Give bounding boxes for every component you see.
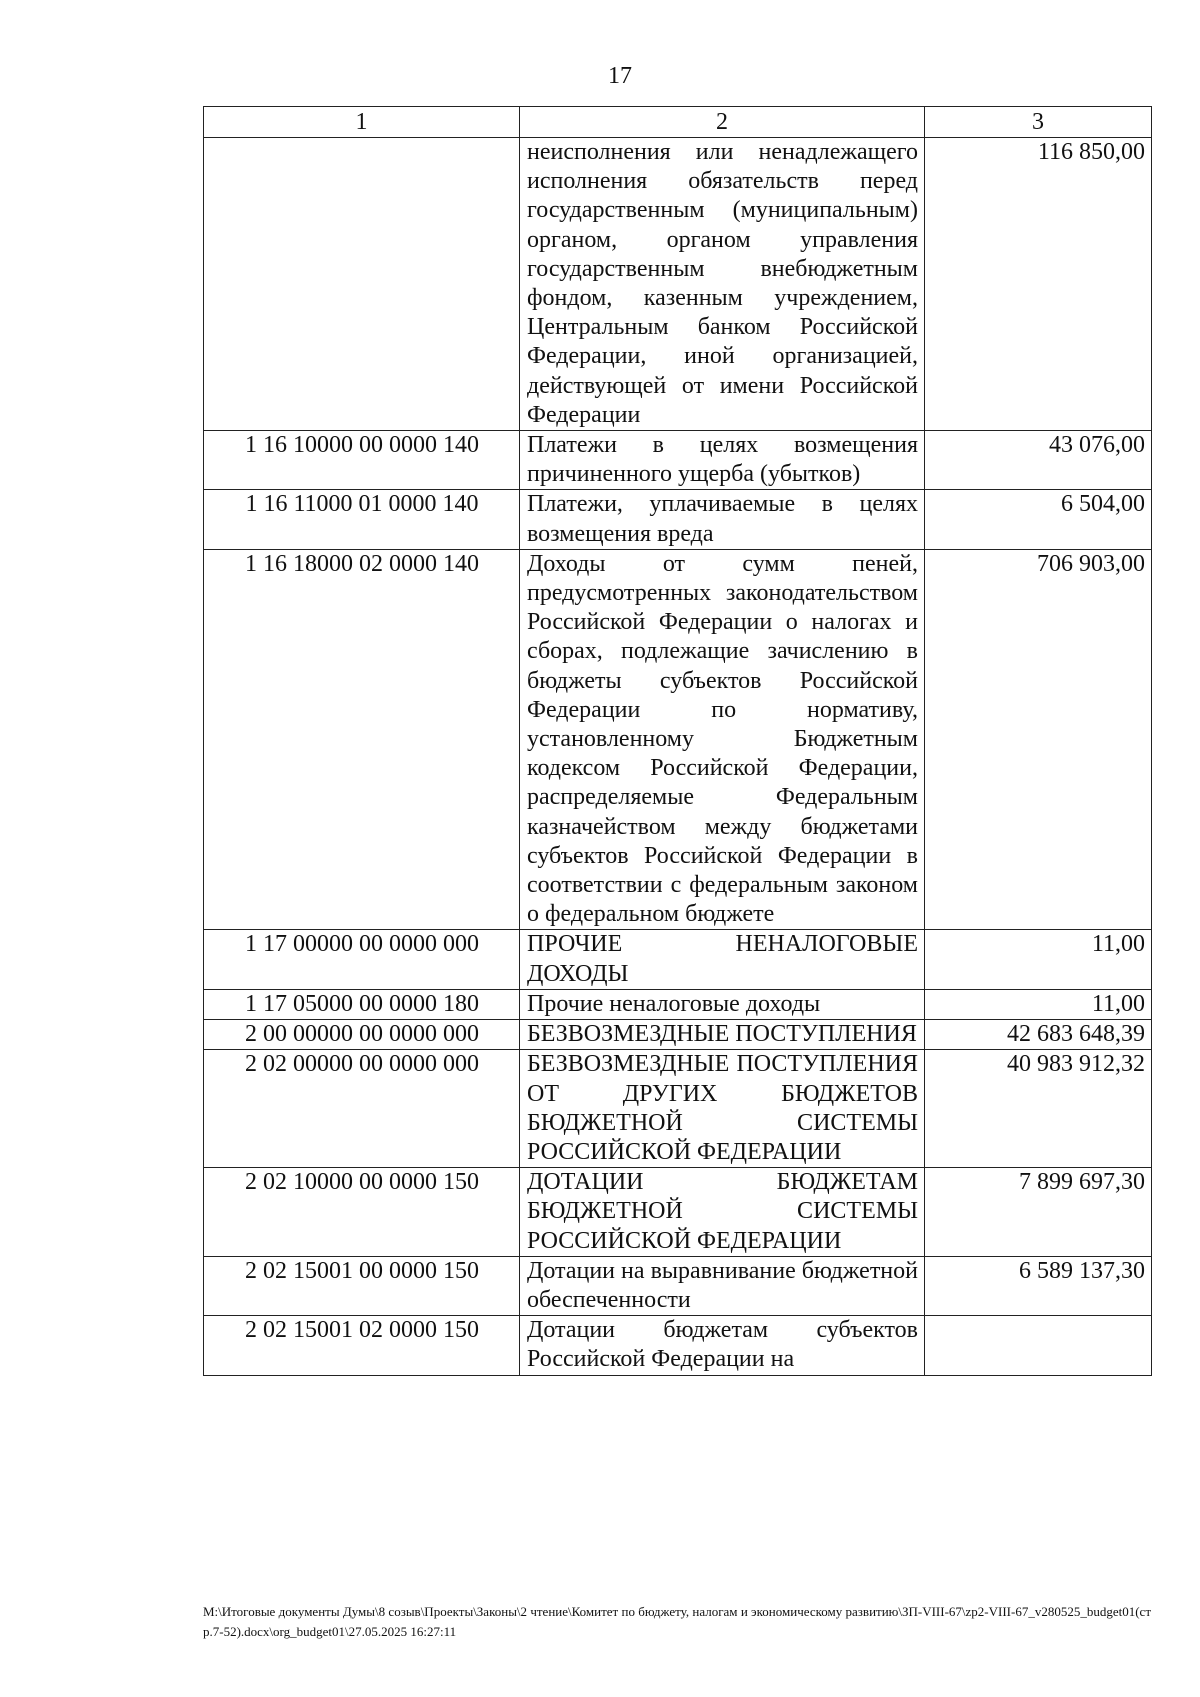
row-description: Прочие неналоговые доходы (520, 989, 925, 1019)
page-number: 17 (608, 63, 632, 89)
row-description: Платежи в целях возмещения причиненного ущерба (убытков) (520, 431, 925, 490)
row-code (204, 138, 520, 431)
table-row (204, 1316, 1152, 1375)
table-row (204, 138, 1152, 431)
row-amount: 6 589 137,30 (925, 1256, 1152, 1315)
row-amount: 40 983 912,32 (925, 1050, 1152, 1168)
row-amount: 42 683 648,39 (925, 1020, 1152, 1050)
row-amount: 116 850,00 (925, 138, 1152, 431)
column-header-description: 2 (520, 107, 925, 138)
row-code: 1 17 00000 00 0000 000 (204, 930, 520, 989)
column-header-amount: 3 (925, 107, 1152, 138)
row-code: 2 02 10000 00 0000 150 (204, 1168, 520, 1257)
table-row (204, 1050, 1152, 1168)
row-amount: 43 076,00 (925, 431, 1152, 490)
row-description: ДОТАЦИИ БЮДЖЕТАМ БЮДЖЕТНОЙ СИСТЕМЫ РОССИЙСКОЙ ФЕДЕРАЦИИ (520, 1168, 925, 1257)
footer-file-path: М:\Итоговые документы Думы\8 созыв\Проекты\Законы\2 чтение\Комитет по бюджету, налогам и экономическому развитию\ЗП-VIII-67\zp2-VIII-67_v280525_budget01(стр.7-52).docx\org_budget01\27.05.2025 16:27:11 (203, 1604, 1151, 1639)
row-code: 2 02 15001 00 0000 150 (204, 1256, 520, 1315)
row-description: ПРОЧИЕ НЕНАЛОГОВЫЕ ДОХОДЫ (520, 930, 925, 989)
row-description: Доходы от сумм пеней, предусмотренных законодательством Российской Федерации о налогах и сборах, подлежащие зачислению в бюджеты субъектов Российской Федерации по нормативу, установленному Бюджетным кодексом Российской Федерации, распределяемые Федеральным казначейством между бюджетами субъектов Российской Федерации в соответствии с федеральным законом о федеральном бюджете (520, 549, 925, 930)
row-description: неисполнения или ненадлежащего исполнения обязательств перед государственным (муниципальным) органом, органом управления государственным внебюджетным фондом, казенным учреждением, Центральным банком Российской Федерации, иной организацией, действующей от имени Российской Федерации (520, 138, 925, 431)
row-code: 1 16 10000 00 0000 140 (204, 431, 520, 490)
row-amount: 7 899 697,30 (925, 1168, 1152, 1257)
row-code: 2 00 00000 00 0000 000 (204, 1020, 520, 1050)
row-amount: 6 504,00 (925, 490, 1152, 549)
row-code: 1 16 18000 02 0000 140 (204, 549, 520, 930)
row-code: 1 16 11000 01 0000 140 (204, 490, 520, 549)
row-description: Дотации бюджетам субъектов Российской Федерации на (520, 1316, 925, 1375)
table-row (204, 930, 1152, 989)
row-description: Дотации на выравнивание бюджетной обеспеченности (520, 1256, 925, 1315)
table-row (204, 1256, 1152, 1315)
table-header-row (204, 107, 1152, 138)
row-code: 2 02 15001 02 0000 150 (204, 1316, 520, 1375)
row-description: БЕЗВОЗМЕЗДНЫЕ ПОСТУПЛЕНИЯ ОТ ДРУГИХ БЮДЖЕТОВ БЮДЖЕТНОЙ СИСТЕМЫ РОССИЙСКОЙ ФЕДЕРАЦИИ (520, 1050, 925, 1168)
row-amount (925, 1316, 1152, 1375)
row-description: БЕЗВОЗМЕЗДНЫЕ ПОСТУПЛЕНИЯ (520, 1020, 925, 1050)
row-code: 1 17 05000 00 0000 180 (204, 989, 520, 1019)
table-row (204, 431, 1152, 490)
table-row (204, 1168, 1152, 1257)
table-row (204, 549, 1152, 930)
row-code: 2 02 00000 00 0000 000 (204, 1050, 520, 1168)
table-row (204, 989, 1152, 1019)
row-description: Платежи, уплачиваемые в целях возмещения вреда (520, 490, 925, 549)
column-header-code: 1 (204, 107, 520, 138)
table-row (204, 490, 1152, 549)
table-row (204, 1020, 1152, 1050)
row-amount: 11,00 (925, 989, 1152, 1019)
budget-table (203, 106, 1152, 1376)
row-amount: 706 903,00 (925, 549, 1152, 930)
row-amount: 11,00 (925, 930, 1152, 989)
